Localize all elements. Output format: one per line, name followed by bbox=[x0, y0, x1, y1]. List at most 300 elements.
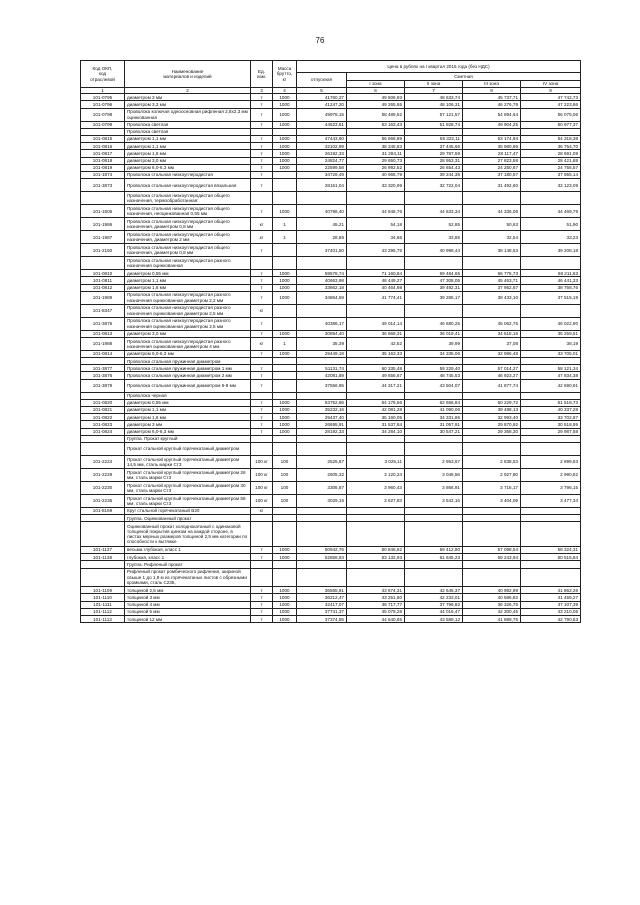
cell-price-zone-2 bbox=[405, 128, 463, 135]
cell-name: толщиной 12 мм bbox=[125, 616, 251, 623]
cell-price-release: 30894,40 bbox=[297, 330, 347, 337]
cell-mass bbox=[273, 392, 297, 399]
cell-price-release: 22599,58 bbox=[297, 164, 347, 171]
cell-price-zone-1: 54,18 bbox=[347, 218, 405, 231]
cell-price-zone-2: 30 547,21 bbox=[405, 428, 463, 435]
cell-price-zone-3: 45 737,71 bbox=[463, 94, 521, 101]
table-row bbox=[81, 365, 581, 372]
cell-price-zone-1: 42,52 bbox=[347, 337, 405, 350]
table-row bbox=[81, 101, 581, 108]
cell-mass bbox=[273, 522, 297, 547]
header-release: отпускная bbox=[297, 73, 347, 88]
cell-price-zone-1: 40 464,98 bbox=[347, 284, 405, 291]
cell-price-zone-3: 57 098,54 bbox=[463, 546, 521, 553]
cell-name: диаметром 1,1 мм bbox=[125, 277, 251, 284]
cell-price-release: 28,86 bbox=[297, 231, 347, 244]
cell-price-release bbox=[297, 515, 347, 522]
table-row bbox=[81, 150, 581, 157]
cell-name: Круг стальной горячекатаный В20 bbox=[125, 507, 251, 514]
cell-price-zone-4: 30 518,95 bbox=[521, 421, 581, 428]
cell-unit: т bbox=[251, 372, 273, 379]
cell-mass: 1000 bbox=[273, 143, 297, 150]
cell-price-release: 37741,37 bbox=[297, 608, 347, 615]
cell-code bbox=[81, 192, 125, 205]
cell-price-zone-3: 42 300,45 bbox=[463, 608, 521, 615]
cell-price-zone-2 bbox=[405, 358, 463, 365]
table-row bbox=[81, 128, 581, 135]
cell-unit: 100 кг bbox=[251, 468, 273, 481]
cell-name: Проволока черная bbox=[125, 392, 251, 399]
cell-unit bbox=[251, 568, 273, 587]
table-row bbox=[81, 392, 581, 399]
cell-unit: т bbox=[251, 108, 273, 121]
cell-price-zone-2: 36 019,41 bbox=[405, 330, 463, 337]
cell-mass: 100 bbox=[273, 481, 297, 494]
cell-price-release: 35232,16 bbox=[297, 407, 347, 414]
cell-price-release: 2605,32 bbox=[297, 468, 347, 481]
cell-price-zone-4: 37 515,19 bbox=[521, 291, 581, 304]
cell-name: диаметром 6,0-6,3 мм bbox=[125, 428, 251, 435]
cell-mass: 1000 bbox=[273, 399, 297, 406]
table-row bbox=[81, 616, 581, 623]
table-row bbox=[81, 350, 581, 357]
cell-code: 101-0816 bbox=[81, 143, 125, 150]
header-zone-4: IV зона bbox=[521, 81, 581, 88]
cell-unit: т bbox=[251, 291, 273, 304]
cell-price-zone-4 bbox=[521, 435, 581, 442]
cell-name: Проволока стальная пружинная диаметром bbox=[125, 358, 251, 365]
cell-code bbox=[81, 568, 125, 587]
header-name bbox=[125, 61, 251, 88]
cell-price-release bbox=[297, 257, 347, 270]
cell-price-zone-1: 60 335,48 bbox=[347, 365, 405, 372]
cell-price-release: 28192,33 bbox=[297, 428, 347, 435]
cell-code: 101-0798 bbox=[81, 108, 125, 121]
cell-mass: 1000 bbox=[273, 608, 297, 615]
cell-price-zone-1 bbox=[347, 442, 405, 455]
cell-price-zone-3: 2 838,53 bbox=[463, 455, 521, 468]
cell-price-zone-1: 49 265,65 bbox=[347, 101, 405, 108]
cell-code: 101-0796 bbox=[81, 101, 125, 108]
cell-price-zone-1: 33 320,99 bbox=[347, 179, 405, 192]
cell-price-zone-1 bbox=[347, 515, 405, 522]
table-row bbox=[81, 546, 581, 553]
cell-price-zone-4: 28 421,88 bbox=[521, 157, 581, 164]
table-row bbox=[81, 291, 581, 304]
cell-price-zone-1: 45 078,28 bbox=[347, 608, 405, 615]
table-row bbox=[81, 372, 581, 379]
cell-price-zone-1: 42 081,28 bbox=[347, 407, 405, 414]
cell-code: 101-0814 bbox=[81, 350, 125, 357]
cell-code: 101-3879 bbox=[81, 379, 125, 392]
cell-price-zone-3: 39 488,13 bbox=[463, 407, 521, 414]
cell-mass: 1000 bbox=[273, 164, 297, 171]
table-header bbox=[81, 61, 581, 94]
cell-price-zone-4: 58 324,31 bbox=[521, 546, 581, 553]
cell-price-zone-2 bbox=[405, 561, 463, 568]
cell-price-zone-4: 46 441,33 bbox=[521, 277, 581, 284]
cell-price-release bbox=[297, 507, 347, 514]
cell-price-release: 26192,33 bbox=[297, 150, 347, 157]
cell-price-release: 52856,93 bbox=[297, 554, 347, 561]
cell-price-zone-1: 36 669,31 bbox=[347, 330, 405, 337]
cell-price-zone-2: 33,85 bbox=[405, 231, 463, 244]
cell-unit: т bbox=[251, 317, 273, 330]
cell-unit: т bbox=[251, 428, 273, 435]
cell-price-zone-3 bbox=[463, 392, 521, 399]
table-row bbox=[81, 442, 581, 455]
cell-price-zone-1: 71 160,84 bbox=[347, 270, 405, 277]
cell-unit: кг bbox=[251, 507, 273, 514]
cell-name: Группа. Рифленый прокат bbox=[125, 561, 251, 568]
cell-mass: 1000 bbox=[273, 136, 297, 143]
table-row bbox=[81, 379, 581, 392]
table-row bbox=[81, 171, 581, 178]
cell-name: Прокат стальной круглый горячекатаный диаметром 14,5 мм, сталь марки Ст3 bbox=[125, 455, 251, 468]
cell-price-zone-4 bbox=[521, 392, 581, 399]
col-number: 5 bbox=[297, 88, 347, 94]
cell-price-zone-3 bbox=[463, 257, 521, 270]
table-row bbox=[81, 587, 581, 594]
cell-price-zone-3: 57 014,27 bbox=[463, 365, 521, 372]
cell-price-zone-3: 44 336,06 bbox=[463, 205, 521, 218]
cell-price-zone-3: 46 923,27 bbox=[463, 372, 521, 379]
cell-price-zone-3: 37 180,57 bbox=[463, 171, 521, 178]
cell-price-zone-4: 3 477,34 bbox=[521, 494, 581, 507]
cell-unit: кг bbox=[251, 337, 273, 350]
cell-code: 101-1988 bbox=[81, 337, 125, 350]
cell-unit: 100 кг bbox=[251, 494, 273, 507]
cell-name: Проволока стальная низкоуглеродистая разного назначения оцинкованная диаметром 2,2 мм bbox=[125, 291, 251, 304]
cell-code: 101-2236 bbox=[81, 494, 125, 507]
cell-unit: т bbox=[251, 171, 273, 178]
cell-price-zone-3: 32,54 bbox=[463, 231, 521, 244]
cell-code: 101-1989 bbox=[81, 291, 125, 304]
cell-unit: т bbox=[251, 330, 273, 337]
cell-code: 101-0795 bbox=[81, 94, 125, 101]
table-row bbox=[81, 164, 581, 171]
cell-price-release: 34864,59 bbox=[297, 291, 347, 304]
cell-mass bbox=[273, 372, 297, 379]
col-number: 6 bbox=[347, 88, 405, 94]
cell-price-zone-1: 26 992,52 bbox=[347, 164, 405, 171]
cell-name: Рифленый прокат ромбического рифления, шириной свыше 1 до 1,9 м из горячекатаных листов с обрезными кромками, сталь С235, bbox=[125, 568, 251, 587]
cell-price-zone-4: 42 690,91 bbox=[521, 379, 581, 392]
cell-price-zone-4 bbox=[521, 257, 581, 270]
cell-code: 101-1874 bbox=[81, 171, 125, 178]
cell-price-zone-2: 39,99 bbox=[405, 337, 463, 350]
cell-price-zone-3: 29 368,30 bbox=[463, 428, 521, 435]
cell-code bbox=[81, 257, 125, 270]
cell-price-release: 59578,74 bbox=[297, 270, 347, 277]
cell-unit: т bbox=[251, 277, 273, 284]
cell-name: Прокат стальной круглый горячекатаный диаметром 58 мм, сталь марки Ст3 bbox=[125, 494, 251, 507]
cell-name: Оцинкованный прокат холоднокатаный с одинаковой толщиной покрытия цинком на каждой стороне, в листах мерных размеров толщиной 2,5 мм категории по способности к вытяжке bbox=[125, 522, 251, 547]
cell-price-zone-4: 47 223,86 bbox=[521, 101, 581, 108]
cell-price-zone-3: 45 062,76 bbox=[463, 317, 521, 330]
cell-price-release bbox=[297, 442, 347, 455]
cell-name: весьма глубокая, класс 1 bbox=[125, 546, 251, 553]
cell-price-zone-2: 42 233,01 bbox=[405, 594, 463, 601]
cell-price-zone-4: 38,19 bbox=[521, 337, 581, 350]
cell-price-zone-3: 24 250,67 bbox=[463, 164, 521, 171]
cell-price-zone-2 bbox=[405, 392, 463, 399]
cell-name: диаметром 3 мм bbox=[125, 94, 251, 101]
cell-code: 101-1987 bbox=[81, 231, 125, 244]
cell-name: Проволока стальная низкоуглеродистая общего назначения, диаметром 0,8 мм bbox=[125, 244, 251, 257]
cell-price-zone-3 bbox=[463, 304, 521, 317]
header-mass-text: Масса брутто, кг bbox=[276, 66, 293, 82]
cell-price-zone-1: 34 284,10 bbox=[347, 428, 405, 435]
cell-code: 101-1986 bbox=[81, 218, 125, 231]
cell-price-zone-1: 29 650,73 bbox=[347, 157, 405, 164]
cell-price-zone-3: 40 982,99 bbox=[463, 587, 521, 594]
cell-price-zone-1: 53 163,43 bbox=[347, 121, 405, 128]
cell-price-zone-2: 31 057,91 bbox=[405, 421, 463, 428]
table-row bbox=[81, 594, 581, 601]
cell-price-zone-2: 39 244,35 bbox=[405, 171, 463, 178]
cell-price-zone-3: 41 877,74 bbox=[463, 379, 521, 392]
cell-price-release bbox=[297, 192, 347, 205]
cell-mass: 1000 bbox=[273, 150, 297, 157]
cell-price-zone-2 bbox=[405, 522, 463, 547]
cell-price-zone-4: 24 755,57 bbox=[521, 164, 581, 171]
cell-price-release: 35,39 bbox=[297, 337, 347, 350]
cell-mass: 100 bbox=[273, 468, 297, 481]
cell-price-zone-2: 34 335,06 bbox=[405, 350, 463, 357]
cell-price-zone-3: 54 894,64 bbox=[463, 108, 521, 121]
cell-code bbox=[81, 515, 125, 522]
cell-unit: кг bbox=[251, 218, 273, 231]
cell-unit: кг bbox=[251, 231, 273, 244]
cell-unit: т bbox=[251, 101, 273, 108]
cell-price-release: 50942,76 bbox=[297, 546, 347, 553]
cell-price-zone-1: 58 489,52 bbox=[347, 108, 405, 121]
cell-price-release: 37556,95 bbox=[297, 379, 347, 392]
cell-price-zone-4: 40 337,28 bbox=[521, 407, 581, 414]
cell-price-zone-2: 37 799,82 bbox=[405, 601, 463, 608]
cell-unit bbox=[251, 358, 273, 365]
cell-price-zone-1: 31 537,84 bbox=[347, 421, 405, 428]
cell-price-zone-4: 50 977,37 bbox=[521, 121, 581, 128]
cell-price-zone-1 bbox=[347, 304, 405, 317]
cell-code: 101-3873 bbox=[81, 179, 125, 192]
cell-name: диаметром 6,0-6,3 мм bbox=[125, 164, 251, 171]
header-zone-3: III зона bbox=[463, 81, 521, 88]
cell-price-zone-2: 62 666,84 bbox=[405, 399, 463, 406]
cell-price-zone-3 bbox=[463, 192, 521, 205]
cell-name: Проволока стальная низкоуглеродистая общего назначения, неоцинкованная 0,55 мм bbox=[125, 205, 251, 218]
cell-unit: т bbox=[251, 164, 273, 171]
cell-price-zone-4: 68 211,63 bbox=[521, 270, 581, 277]
cell-price-zone-2: 28 953,31 bbox=[405, 157, 463, 164]
cell-mass: 1000 bbox=[273, 350, 297, 357]
cell-price-zone-4: 58 121,34 bbox=[521, 365, 581, 372]
cell-price-release: 41760,37 bbox=[297, 94, 347, 101]
cell-code: 101-0812 bbox=[81, 284, 125, 291]
cell-price-release: 3029,15 bbox=[297, 494, 347, 507]
cell-price-zone-4 bbox=[521, 358, 581, 365]
table-row bbox=[81, 414, 581, 421]
cell-price-zone-3: 37 952,67 bbox=[463, 284, 521, 291]
cell-code bbox=[81, 561, 125, 568]
cell-code: 101-0822 bbox=[81, 414, 125, 421]
cell-code bbox=[81, 435, 125, 442]
cell-price-zone-2: 48 633,74 bbox=[405, 94, 463, 101]
cell-price-zone-4: 41 459,27 bbox=[521, 594, 581, 601]
cell-price-zone-2: 47 308,05 bbox=[405, 277, 463, 284]
cell-name: Проволока стальная низкоуглеродистая общего назначения, термообработанная: bbox=[125, 192, 251, 205]
cell-unit: т bbox=[251, 554, 273, 561]
cell-price-zone-1: 31 284,11 bbox=[347, 150, 405, 157]
cell-mass: 1000 bbox=[273, 594, 297, 601]
cell-mass: 1000 bbox=[273, 428, 297, 435]
cell-price-zone-1: 56 666,89 bbox=[347, 136, 405, 143]
cell-price-zone-4 bbox=[521, 568, 581, 587]
cell-price-release: 36212,47 bbox=[297, 594, 347, 601]
cell-price-zone-3: 45 463,71 bbox=[463, 277, 521, 284]
cell-price-zone-4: 44 469,79 bbox=[521, 205, 581, 218]
table-row bbox=[81, 257, 581, 270]
cell-code: 101-2224 bbox=[81, 455, 125, 468]
cell-mass: 1000 bbox=[273, 157, 297, 164]
cell-price-release: 26695,91 bbox=[297, 421, 347, 428]
cell-price-zone-4: 54 318,38 bbox=[521, 136, 581, 143]
cell-name: толщиной 2,5 мм bbox=[125, 587, 251, 594]
table-row bbox=[81, 192, 581, 205]
cell-price-zone-3: 3 716,17 bbox=[463, 481, 521, 494]
cell-mass bbox=[273, 435, 297, 442]
cell-mass bbox=[273, 179, 297, 192]
cell-price-zone-2: 32 722,04 bbox=[405, 179, 463, 192]
cell-mass: 1000 bbox=[273, 291, 297, 304]
cell-price-zone-4: 32 123,09 bbox=[521, 179, 581, 192]
cell-unit bbox=[251, 192, 273, 205]
cell-price-zone-3 bbox=[463, 507, 521, 514]
cell-price-zone-1: 40 966,79 bbox=[347, 171, 405, 178]
cell-code: 101-1109 bbox=[81, 587, 125, 594]
cell-price-zone-3: 66 775,73 bbox=[463, 270, 521, 277]
col-number: 2 bbox=[125, 88, 251, 94]
table-row bbox=[81, 94, 581, 101]
cell-mass: 1000 bbox=[273, 554, 297, 561]
cell-price-release bbox=[297, 522, 347, 547]
cell-price-zone-1: 49 014,14 bbox=[347, 317, 405, 330]
cell-price-zone-1: 3 627,83 bbox=[347, 494, 405, 507]
cell-unit bbox=[251, 515, 273, 522]
cell-price-zone-4: 47 834,38 bbox=[521, 372, 581, 379]
table-row bbox=[81, 244, 581, 257]
cell-unit: т bbox=[251, 616, 273, 623]
cell-price-zone-1: 3 120,24 bbox=[347, 468, 405, 481]
cell-mass bbox=[273, 515, 297, 522]
cell-price-zone-1 bbox=[347, 435, 405, 442]
table-row bbox=[81, 515, 581, 522]
cell-name: диаметром 6,0-6,3 мм bbox=[125, 350, 251, 357]
cell-price-zone-4: 2 899,83 bbox=[521, 455, 581, 468]
cell-price-release: 36565,91 bbox=[297, 587, 347, 594]
cell-price-zone-1: 35 163,33 bbox=[347, 350, 405, 357]
table-row bbox=[81, 468, 581, 481]
table-row bbox=[81, 428, 581, 435]
cell-price-zone-2 bbox=[405, 192, 463, 205]
cell-price-zone-1: 3 025,11 bbox=[347, 455, 405, 468]
cell-price-zone-1: 43 296,76 bbox=[347, 244, 405, 257]
cell-price-zone-1 bbox=[347, 561, 405, 568]
cell-name: диаметром 1,1 мм bbox=[125, 407, 251, 414]
cell-mass bbox=[273, 365, 297, 372]
cell-price-release: 24824,77 bbox=[297, 157, 347, 164]
cell-price-zone-2: 69 484,65 bbox=[405, 270, 463, 277]
cell-name: Прокат стальной круглый горячекатаный диаметром 30 мм, сталь марки Ст3 bbox=[125, 481, 251, 494]
col-number: 4 bbox=[273, 88, 297, 94]
cell-price-release bbox=[297, 435, 347, 442]
cell-price-release: 42081,89 bbox=[297, 372, 347, 379]
cell-code: 101-1138 bbox=[81, 554, 125, 561]
cell-code bbox=[81, 522, 125, 547]
cell-price-zone-1 bbox=[347, 192, 405, 205]
cell-mass bbox=[273, 568, 297, 587]
cell-price-release bbox=[297, 568, 347, 587]
cell-code: 101-0811 bbox=[81, 277, 125, 284]
cell-unit: 100 кг bbox=[251, 455, 273, 468]
cell-price-zone-4: 38 768,76 bbox=[521, 284, 581, 291]
cell-price-zone-4: 42 790,53 bbox=[521, 616, 581, 623]
table-row bbox=[81, 179, 581, 192]
cell-price-zone-2: 48 745,53 bbox=[405, 372, 463, 379]
cell-price-zone-3: 28 117,47 bbox=[463, 150, 521, 157]
cell-unit: т bbox=[251, 270, 273, 277]
cell-code: 101-3876 bbox=[81, 372, 125, 379]
table-row bbox=[81, 358, 581, 365]
cell-price-zone-3: 38 148,53 bbox=[463, 244, 521, 257]
cell-price-zone-2: 43 504,07 bbox=[405, 379, 463, 392]
cell-code: 101-0810 bbox=[81, 270, 125, 277]
cell-mass bbox=[273, 304, 297, 317]
cell-price-zone-2 bbox=[405, 442, 463, 455]
price-table bbox=[80, 60, 581, 623]
cell-price-zone-1: 44 640,65 bbox=[347, 616, 405, 623]
cell-mass bbox=[273, 192, 297, 205]
cell-price-release: 34729,49 bbox=[297, 171, 347, 178]
cell-name: диаметром 0,55 мм bbox=[125, 399, 251, 406]
table-row bbox=[81, 157, 581, 164]
table-row bbox=[81, 407, 581, 414]
cell-price-zone-3: 32 996,48 bbox=[463, 350, 521, 357]
cell-price-zone-3 bbox=[463, 442, 521, 455]
cell-price-zone-3 bbox=[463, 358, 521, 365]
cell-code: 101-8169 bbox=[81, 507, 125, 514]
cell-code: 101-2160 bbox=[81, 244, 125, 257]
cell-price-zone-2 bbox=[405, 304, 463, 317]
cell-price-zone-4 bbox=[521, 515, 581, 522]
cell-name: диаметром 3,0 мм bbox=[125, 330, 251, 337]
cell-price-zone-4: 28 691,09 bbox=[521, 150, 581, 157]
cell-price-release: 49978,15 bbox=[297, 108, 347, 121]
cell-unit bbox=[251, 257, 273, 270]
cell-price-zone-2: 2 953,67 bbox=[405, 455, 463, 468]
cell-code: 101-0823 bbox=[81, 421, 125, 428]
cell-price-release: 40388,17 bbox=[297, 317, 347, 330]
cell-price-zone-4: 3 796,15 bbox=[521, 481, 581, 494]
cell-name: Проволока стальная низкоуглеродистая разного назначения оцинкованная bbox=[125, 257, 251, 270]
page-number: 76 bbox=[315, 36, 325, 45]
cell-price-zone-3: 29 870,92 bbox=[463, 421, 521, 428]
cell-price-zone-1: 43 674,31 bbox=[347, 587, 405, 594]
cell-unit: т bbox=[251, 205, 273, 218]
cell-mass: 1000 bbox=[273, 284, 297, 291]
header-name-text: Наименование материалов и изделий bbox=[163, 68, 212, 79]
